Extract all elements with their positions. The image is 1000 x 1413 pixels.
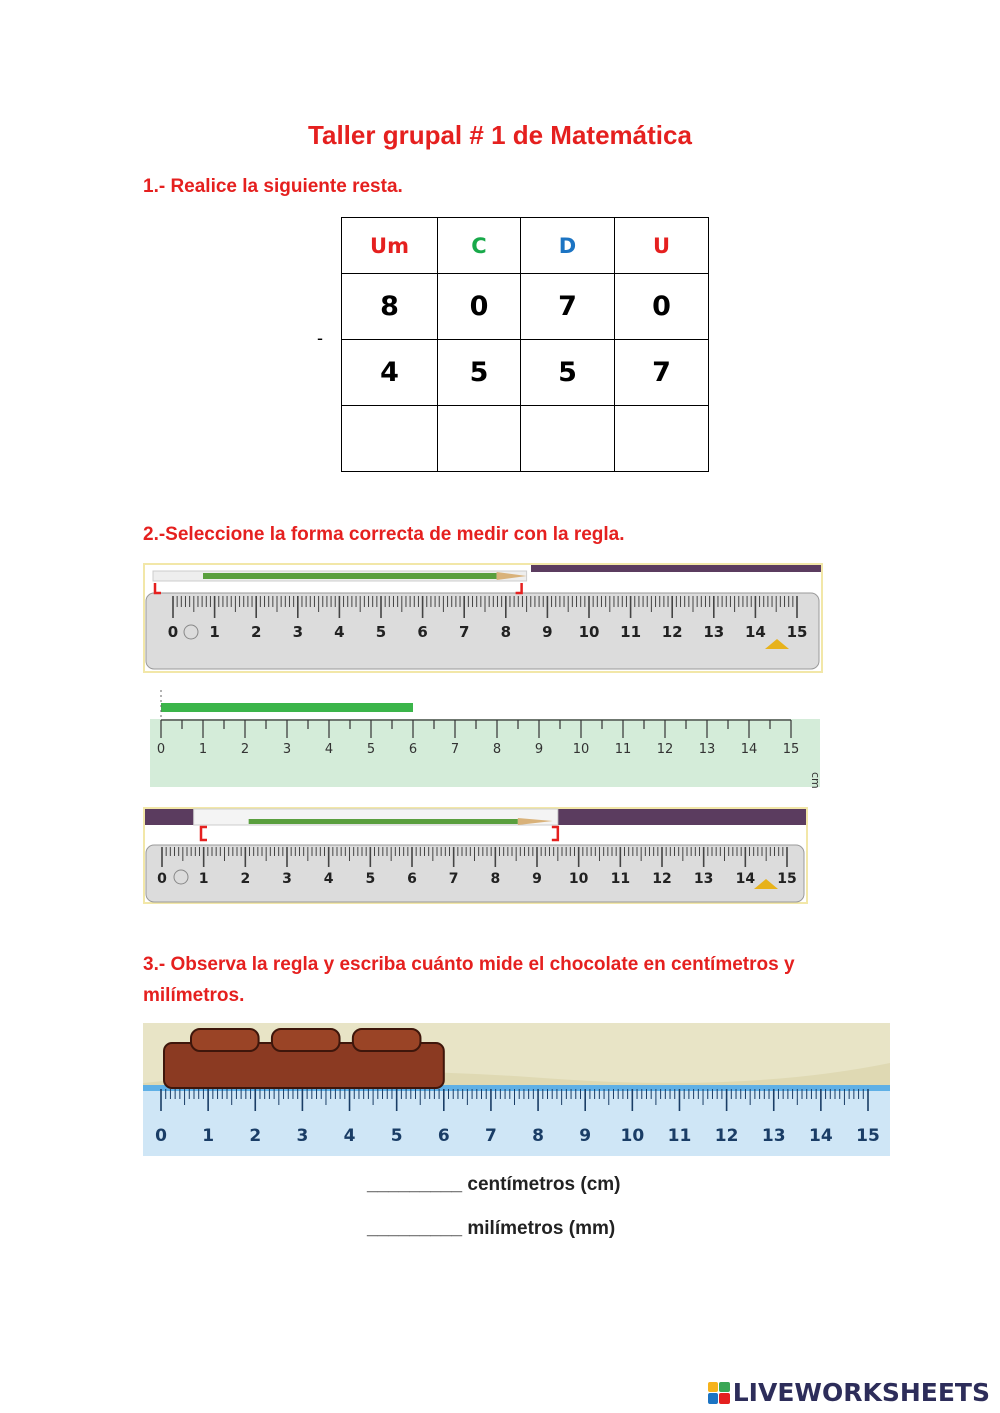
digit-cell: 5 — [438, 340, 521, 406]
tick-label: 2 — [249, 1126, 262, 1146]
tick-label: 13 — [698, 742, 716, 757]
tick-label: 1 — [202, 1126, 215, 1146]
ruler-option-a[interactable] — [143, 563, 823, 673]
tick-label: 15 — [777, 871, 797, 887]
tick-label: 5 — [365, 871, 376, 887]
minuend-row — [342, 274, 709, 340]
tick-label: 7 — [448, 871, 459, 887]
answer-input-c[interactable] — [438, 406, 521, 472]
tick-label: 9 — [542, 623, 553, 641]
tick-label: 8 — [490, 871, 501, 887]
header-c: C — [438, 218, 521, 274]
tick-label: 12 — [652, 871, 672, 887]
tick-label: 0 — [156, 742, 166, 757]
tick-label: 14 — [809, 1126, 833, 1146]
tick-label: 8 — [492, 742, 502, 757]
tick-label: 4 — [334, 623, 345, 641]
tick-label: 4 — [343, 1126, 356, 1146]
chocolate-piece — [272, 1029, 340, 1051]
answer-centimeters[interactable]: _________ centímetros (cm) — [367, 1174, 621, 1195]
subtraction-table — [341, 217, 709, 472]
digit-cell: 4 — [342, 340, 438, 406]
chocolate-ruler-figure — [143, 1023, 890, 1156]
page-title: Taller grupal # 1 de Matemática — [308, 120, 692, 150]
ruler-option-c[interactable] — [143, 807, 808, 904]
header-u: U — [615, 218, 709, 274]
header-d: D — [521, 218, 615, 274]
tick-label: 1 — [209, 623, 220, 641]
tick-label: 7 — [450, 742, 460, 757]
tick-label: 14 — [740, 742, 758, 757]
tick-label: 13 — [761, 1126, 786, 1146]
tick-label: 6 — [407, 871, 417, 887]
green-bar — [161, 703, 413, 712]
tick-label: 11 — [667, 1126, 692, 1146]
answer-row — [342, 406, 709, 472]
tick-label: 12 — [714, 1126, 739, 1146]
tick-label: 3 — [292, 623, 304, 641]
question-2-text: 2.-Seleccione la forma correcta de medir con la regla. — [143, 524, 625, 545]
tick-label: 15 — [786, 623, 808, 641]
tick-label: 5 — [366, 742, 376, 757]
tick-label: 12 — [656, 742, 674, 757]
place-value-header-row — [342, 218, 709, 274]
tick-label: 2 — [250, 623, 262, 641]
tick-label: 14 — [735, 871, 756, 887]
digit-cell: 7 — [615, 340, 709, 406]
tick-label: 7 — [485, 1126, 497, 1146]
liveworksheets-logo-icon — [708, 1382, 730, 1404]
tick-label: 7 — [458, 623, 470, 641]
tick-label: 15 — [856, 1126, 880, 1146]
subtrahend-row — [342, 340, 709, 406]
answer-input-d[interactable] — [521, 406, 615, 472]
tick-label: 0 — [157, 871, 167, 887]
tick-label: 8 — [532, 1126, 544, 1146]
tick-label: 3 — [282, 742, 292, 757]
header-um: Um — [342, 218, 438, 274]
answer-millimeters[interactable]: _________ milímetros (mm) — [367, 1218, 616, 1239]
tick-label: 3 — [282, 871, 292, 887]
tick-label: 15 — [782, 742, 800, 757]
tick-label: 5 — [390, 1126, 403, 1146]
unit-label: cm — [809, 772, 822, 789]
tick-label: 0 — [167, 623, 179, 641]
tick-label: 2 — [240, 742, 250, 757]
chocolate-piece — [353, 1029, 421, 1051]
pencil-green — [249, 819, 518, 824]
tick-label: 10 — [620, 1126, 645, 1146]
tick-label: 2 — [240, 871, 251, 887]
tick-label: 9 — [534, 742, 544, 757]
tick-label: 11 — [614, 742, 632, 757]
tick-label: 12 — [661, 623, 683, 641]
digit-cell: 7 — [521, 274, 615, 340]
question-1-text: 1.- Realice la siguiente resta. — [143, 176, 403, 197]
tick-label: 4 — [323, 871, 334, 887]
tick-label: 0 — [155, 1126, 167, 1146]
digit-cell: 0 — [615, 274, 709, 340]
tick-label: 6 — [437, 1126, 450, 1146]
tick-label: 5 — [375, 623, 387, 641]
digit-cell: 8 — [342, 274, 438, 340]
tick-label: 13 — [703, 623, 725, 641]
tick-label: 13 — [693, 871, 714, 887]
purple-bar — [531, 565, 821, 572]
ruler-b-body — [150, 719, 820, 787]
question-3-text-line-1: 3.- Observa la regla y escriba cuánto mide el chocolate en centímetros y — [143, 954, 795, 975]
ruler-option-b[interactable] — [150, 690, 820, 787]
digit-cell: 0 — [438, 274, 521, 340]
brand-name: LIVEWORKSHEETS — [732, 1378, 990, 1407]
tick-label: 10 — [578, 623, 600, 641]
question-3-text-line-2: milímetros. — [143, 985, 245, 1006]
answer-input-u[interactable] — [615, 406, 709, 472]
tick-label: 9 — [532, 871, 542, 887]
tick-label: 1 — [198, 871, 209, 887]
digit-cell: 5 — [521, 340, 615, 406]
tick-label: 6 — [417, 623, 428, 641]
tick-label: 9 — [579, 1126, 592, 1146]
tick-label: 1 — [198, 742, 208, 757]
liveworksheets-brand — [708, 1378, 990, 1407]
answer-input-um[interactable] — [342, 406, 438, 472]
tick-label: 4 — [324, 742, 334, 757]
tick-label: 10 — [568, 871, 589, 887]
tick-label: 3 — [296, 1126, 309, 1146]
tick-label: 14 — [744, 623, 766, 641]
tick-label: 11 — [620, 623, 642, 641]
pencil-green — [203, 573, 497, 579]
minus-sign: - — [317, 328, 323, 348]
tick-label: 10 — [572, 742, 590, 757]
tick-label: 8 — [500, 623, 512, 641]
chocolate-piece — [191, 1029, 259, 1051]
tick-label: 11 — [610, 871, 631, 887]
tick-label: 6 — [408, 742, 418, 757]
